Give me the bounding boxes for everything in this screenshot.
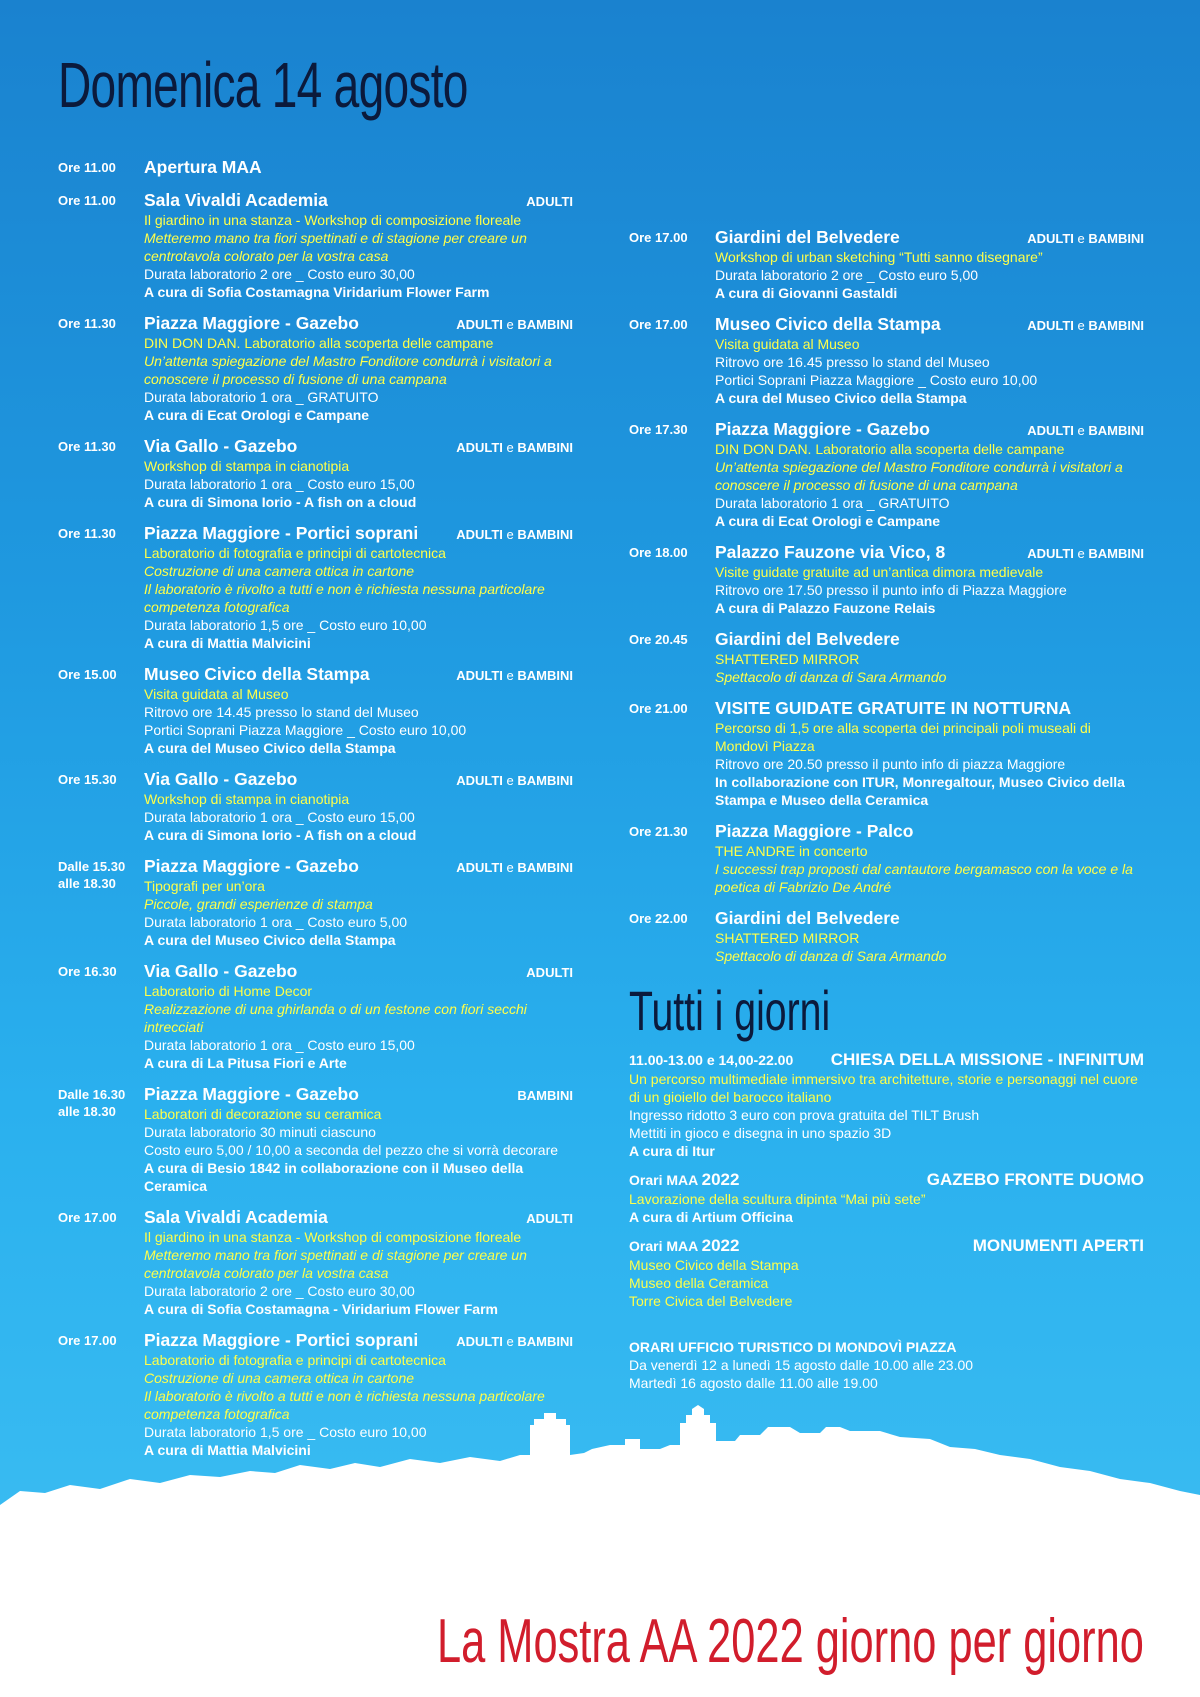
event-time: Ore 18.00 <box>629 545 688 560</box>
event-detail-line: Durata laboratorio 1 ora _ Costo euro 15,00 <box>144 809 415 825</box>
event-audience <box>1027 231 1144 246</box>
audience-secondary: BAMBINI <box>517 773 573 788</box>
event-body <box>715 226 1144 302</box>
event-item <box>58 768 573 844</box>
event-item <box>629 907 1144 965</box>
event-detail-line: A cura di Mattia Malvicini <box>144 635 311 651</box>
event-time: Ore 21.30 <box>629 824 688 839</box>
event-detail-line: Durata laboratorio 1 ora _ Costo euro 5,00 <box>144 914 408 930</box>
audience-conjunction: e <box>502 440 518 455</box>
event-header <box>715 418 1144 440</box>
daily-block <box>629 1050 1144 1160</box>
daily-block <box>629 1236 1144 1310</box>
event-audience <box>526 1211 573 1226</box>
daily-detail-line: A cura di Itur <box>629 1143 715 1159</box>
event-detail-line: Ritrovo ore 17.50 presso il punto info di Piazza Maggiore <box>715 582 1067 598</box>
audience-primary: ADULTI <box>456 527 503 542</box>
event-detail-line: Durata laboratorio 1 ora _ Costo euro 15,00 <box>144 1037 415 1053</box>
daily-block-venue: GAZEBO FRONTE DUOMO <box>926 1170 1144 1189</box>
daily-detail-line: Museo della Ceramica <box>629 1275 769 1291</box>
event-body <box>144 855 573 949</box>
event-time: Ore 11.00 <box>58 193 116 208</box>
audience-primary: ADULTI <box>526 194 573 209</box>
audience-primary: ADULTI <box>1027 231 1074 246</box>
event-detail-line: Durata laboratorio 1,5 ore _ Costo euro 10,00 <box>144 1424 427 1440</box>
event-title: Palazzo Fauzone via Vico, 8 <box>715 542 946 562</box>
event-time: Ore 17.00 <box>629 317 688 332</box>
event-item <box>58 156 573 178</box>
event-audience <box>456 440 573 455</box>
event-item <box>58 1083 573 1195</box>
hours-year: 2022 <box>701 1236 740 1255</box>
event-detail-line: THE ANDRE in concerto <box>715 843 868 859</box>
event-body <box>144 663 573 757</box>
event-detail-line: Ritrovo ore 20.50 presso il punto info di piazza Maggiore <box>715 756 1066 772</box>
section-title-tutti-i-giorni: Tutti i giorni <box>629 979 831 1042</box>
event-time: Dalle 15.30 alle 18.30 <box>58 859 126 891</box>
event-header <box>715 907 1144 929</box>
event-detail-line: Spettacolo di danza di Sara Armando <box>715 948 947 964</box>
event-body <box>144 435 573 511</box>
event-audience <box>456 527 573 542</box>
audience-primary: ADULTI <box>1027 546 1074 561</box>
event-detail-line: Workshop di stampa in cianotipia <box>144 791 350 807</box>
event-detail-line: Metteremo mano tra fiori spettinati e di stagione per creare un centrotavola colorato per la vostra casa <box>144 1247 527 1281</box>
event-detail-line: A cura di Ecat Orologi e Campane <box>715 513 941 529</box>
audience-primary: ADULTI <box>1027 423 1074 438</box>
audience-conjunction: e <box>502 668 518 683</box>
event-time: Ore 17.00 <box>58 1210 117 1225</box>
event-header <box>144 1083 573 1105</box>
daily-detail-line: Torre Civica del Belvedere <box>629 1293 793 1309</box>
event-detail-line: Costo euro 5,00 / 10,00 a seconda del pezzo che si vorrà decorare <box>144 1142 559 1158</box>
audience-secondary: BAMBINI <box>1088 318 1144 333</box>
event-detail-line: Un’attenta spiegazione del Mastro Fonditore condurrà i visitatori a conoscere il processo di fusione di una campana <box>144 353 552 387</box>
event-detail-line: Percorso di 1,5 ore alla scoperta dei principali poli museali di Mondovì Piazza <box>715 720 1091 754</box>
event-detail-line: I successi trap proposti dal cantautore bergamasco con la voce e la poetica di Fabrizio De André <box>715 861 1133 895</box>
event-detail-line: Visita guidata al Museo <box>144 686 289 702</box>
tourist-office-hours <box>629 1338 1144 1392</box>
event-body <box>715 907 1144 965</box>
event-item <box>629 820 1144 896</box>
event-title: Piazza Maggiore - Gazebo <box>144 313 359 333</box>
event-time: Ore 11.30 <box>58 316 116 331</box>
event-item <box>629 418 1144 530</box>
event-detail-line: A cura di La Pitusa Fiori e Arte <box>144 1055 347 1071</box>
daily-block-hours <box>629 1170 739 1190</box>
event-detail-line: A cura di Simona Iorio - A fish on a cloud <box>144 494 417 510</box>
hours-year: 2022 <box>701 1170 740 1189</box>
event-header <box>144 768 573 790</box>
audience-primary: ADULTI <box>456 773 503 788</box>
tourist-office-line: Martedì 16 agosto dalle 11.00 alle 19.00 <box>629 1375 878 1391</box>
event-item <box>629 226 1144 302</box>
event-title: Giardini del Belvedere <box>715 629 900 649</box>
event-detail-line: Durata laboratorio 2 ore _ Costo euro 5,00 <box>715 267 979 283</box>
audience-primary: ADULTI <box>456 1334 503 1349</box>
event-detail-line: SHATTERED MIRROR <box>715 651 860 667</box>
audience-conjunction: e <box>1073 423 1089 438</box>
event-detail-line: Laboratorio di fotografia e principi di cartotecnica <box>144 545 446 561</box>
event-detail-line: Ritrovo ore 16.45 presso lo stand del Museo <box>715 354 990 370</box>
event-time: Ore 17.00 <box>58 1333 117 1348</box>
event-body <box>144 189 573 301</box>
event-header <box>144 522 573 544</box>
event-title: Piazza Maggiore - Gazebo <box>144 1084 359 1104</box>
event-item <box>629 697 1144 809</box>
hours-text: Orari MAA <box>629 1172 698 1188</box>
event-detail-line: Laboratori di decorazione su ceramica <box>144 1106 382 1122</box>
daily-block-header <box>629 1050 1144 1070</box>
hours-text: Orari MAA <box>629 1238 698 1254</box>
audience-conjunction: e <box>502 773 518 788</box>
event-detail-line: Metteremo mano tra fiori spettinati e di stagione per creare un centrotavola colorato per la vostra casa <box>144 230 527 264</box>
daily-detail-line: Museo Civico della Stampa <box>629 1257 799 1273</box>
event-time: Dalle 16.30 alle 18.30 <box>58 1087 126 1119</box>
event-detail-line: A cura di Palazzo Fauzone Relais <box>715 600 936 616</box>
right-schedule-column <box>629 226 1144 976</box>
audience-secondary: BAMBINI <box>517 317 573 332</box>
event-detail-line: Spettacolo di danza di Sara Armando <box>715 669 947 685</box>
event-header <box>715 628 1144 650</box>
event-body <box>144 768 573 844</box>
event-body <box>715 820 1144 896</box>
event-body <box>715 628 1144 686</box>
event-audience <box>1027 318 1144 333</box>
event-detail-line: Durata laboratorio 1 ora _ Costo euro 15,00 <box>144 476 415 492</box>
event-detail-line: Durata laboratorio 1 ora _ GRATUITO <box>715 495 950 511</box>
event-title: Piazza Maggiore - Gazebo <box>144 856 359 876</box>
event-item <box>58 855 573 949</box>
event-detail-line: A cura di Ecat Orologi e Campane <box>144 407 370 423</box>
audience-primary: ADULTI <box>526 1211 573 1226</box>
audience-primary: ADULTI <box>456 440 503 455</box>
daily-detail-line: Mettiti in gioco e disegna in uno spazio 3D <box>629 1125 892 1141</box>
event-time: Ore 17.30 <box>629 422 688 437</box>
event-audience <box>456 860 573 875</box>
event-title: Piazza Maggiore - Portici soprani <box>144 523 419 543</box>
event-detail-line: Durata laboratorio 1 ora _ GRATUITO <box>144 389 379 405</box>
event-detail-line: Durata laboratorio 2 ore _ Costo euro 30,00 <box>144 1283 415 1299</box>
event-audience <box>526 965 573 980</box>
daily-detail-line: Ingresso ridotto 3 euro con prova gratuita del TILT Brush <box>629 1107 980 1123</box>
event-detail-line: Laboratorio di fotografia e principi di cartotecnica <box>144 1352 446 1368</box>
event-audience <box>456 668 573 683</box>
event-item <box>58 960 573 1072</box>
audience-secondary: BAMBINI <box>1088 231 1144 246</box>
event-body <box>715 541 1144 617</box>
event-header <box>144 156 573 178</box>
event-item <box>629 541 1144 617</box>
event-detail-line: Piccole, grandi esperienze di stampa <box>144 896 373 912</box>
event-time: Ore 11.30 <box>58 439 116 454</box>
event-detail-line: A cura di Simona Iorio - A fish on a cloud <box>144 827 417 843</box>
daily-block-venue: CHIESA DELLA MISSIONE - INFINITUM <box>830 1050 1144 1069</box>
footer-title: La Mostra AA 2022 giorno per giorno <box>437 1607 1144 1676</box>
daily-detail-line: Un percorso multimediale immersivo tra architetture, storie e personaggi nel cuore di un gioiello del barocco italiano <box>629 1071 1138 1105</box>
daily-block-venue: MONUMENTI APERTI <box>972 1236 1144 1255</box>
event-item <box>58 1206 573 1318</box>
tourist-office-line: Da venerdì 12 a lunedì 15 agosto dalle 10.00 alle 23.00 <box>629 1357 974 1373</box>
event-header <box>715 697 1144 719</box>
audience-primary: BAMBINI <box>517 1088 573 1103</box>
event-header <box>715 820 1144 842</box>
event-body <box>144 1083 573 1195</box>
event-time: Ore 16.30 <box>58 964 117 979</box>
event-detail-line: Realizzazione di una ghirlanda o di un festone con fiori secchi intrecciati <box>144 1001 527 1035</box>
event-body <box>715 313 1144 407</box>
event-detail-line: Portici Soprani Piazza Maggiore _ Costo euro 10,00 <box>715 372 1038 388</box>
event-body <box>144 522 573 652</box>
audience-conjunction: e <box>502 1334 518 1349</box>
event-header <box>144 1206 573 1228</box>
event-detail-line: SHATTERED MIRROR <box>715 930 860 946</box>
event-header <box>144 312 573 334</box>
event-title: Sala Vivaldi Academia <box>144 1207 328 1227</box>
event-item <box>58 189 573 301</box>
event-audience <box>1027 546 1144 561</box>
event-detail-line: Durata laboratorio 2 ore _ Costo euro 30,00 <box>144 266 415 282</box>
event-header <box>715 541 1144 563</box>
event-header <box>144 663 573 685</box>
daily-block-hours <box>629 1236 739 1256</box>
event-time: Ore 22.00 <box>629 911 688 926</box>
tourist-office-title: ORARI UFFICIO TURISTICO DI MONDOVÌ PIAZZA <box>629 1339 957 1355</box>
event-detail-line: Il laboratorio è rivolto a tutti e non è richiesta nessuna particolare competenza fotografica <box>144 581 545 615</box>
event-title: Piazza Maggiore - Portici soprani <box>144 1330 419 1350</box>
event-detail-line: Portici Soprani Piazza Maggiore _ Costo euro 10,00 <box>144 722 467 738</box>
audience-primary: ADULTI <box>456 860 503 875</box>
event-time: Ore 15.00 <box>58 667 117 682</box>
audience-secondary: BAMBINI <box>517 440 573 455</box>
event-item <box>58 312 573 424</box>
audience-primary: ADULTI <box>1027 318 1074 333</box>
audience-secondary: BAMBINI <box>1088 423 1144 438</box>
event-detail-line: Visita guidata al Museo <box>715 336 860 352</box>
audience-primary: ADULTI <box>526 965 573 980</box>
event-detail-line: Durata laboratorio 1,5 ore _ Costo euro 10,00 <box>144 617 427 633</box>
event-body <box>144 960 573 1072</box>
daily-detail-line: A cura di Artium Officina <box>629 1209 793 1225</box>
audience-conjunction: e <box>1073 318 1089 333</box>
event-title: Museo Civico della Stampa <box>715 314 941 334</box>
event-audience <box>456 1334 573 1349</box>
event-title: Piazza Maggiore - Palco <box>715 821 914 841</box>
event-detail-line: Durata laboratorio 30 minuti ciascuno <box>144 1124 376 1140</box>
event-time: Ore 11.00 <box>58 160 116 175</box>
event-detail-line: DIN DON DAN. Laboratorio alla scoperta delle campane <box>715 441 1065 457</box>
page-title: Domenica 14 agosto <box>58 49 468 121</box>
event-header <box>144 435 573 457</box>
audience-primary: ADULTI <box>456 668 503 683</box>
event-title: Piazza Maggiore - Gazebo <box>715 419 930 439</box>
event-title: Via Gallo - Gazebo <box>144 769 298 789</box>
event-item <box>58 522 573 652</box>
event-audience <box>517 1088 573 1103</box>
event-detail-line: Un’attenta spiegazione del Mastro Fonditore condurrà i visitatori a conoscere il processo di fusione di una campana <box>715 459 1123 493</box>
audience-conjunction: e <box>502 317 518 332</box>
event-title: Giardini del Belvedere <box>715 227 900 247</box>
audience-conjunction: e <box>502 860 518 875</box>
daily-detail-line: Lavorazione della scultura dipinta “Mai più sete” <box>629 1191 926 1207</box>
event-header <box>144 855 573 877</box>
audience-secondary: BAMBINI <box>517 668 573 683</box>
event-detail-line: DIN DON DAN. Laboratorio alla scoperta delle campane <box>144 335 494 351</box>
event-time: Ore 20.45 <box>629 632 688 647</box>
event-detail-line: A cura di Mattia Malvicini <box>144 1442 311 1458</box>
event-title: Museo Civico della Stampa <box>144 664 370 684</box>
audience-secondary: BAMBINI <box>517 1334 573 1349</box>
event-time: Ore 11.30 <box>58 526 116 541</box>
hours-text: 11.00-13.00 e 14,00-22.00 <box>629 1052 794 1068</box>
event-detail-line: A cura del Museo Civico della Stampa <box>144 740 396 756</box>
event-title: Sala Vivaldi Academia <box>144 190 328 210</box>
event-header <box>144 1329 573 1351</box>
event-body <box>715 697 1144 809</box>
audience-secondary: BAMBINI <box>517 860 573 875</box>
event-time: Ore 17.00 <box>629 230 688 245</box>
event-detail-line: A cura del Museo Civico della Stampa <box>715 390 967 406</box>
event-detail-line: Visite guidate gratuite ad un’antica dimora medievale <box>715 564 1044 580</box>
event-detail-line: A cura di Sofia Costamagna Viridarium Flower Farm <box>144 284 490 300</box>
event-detail-line: A cura di Besio 1842 in collaborazione con il Museo della Ceramica <box>144 1160 524 1194</box>
left-schedule-column <box>58 156 573 1470</box>
daily-block-header <box>629 1170 1144 1190</box>
daily-block-hours <box>629 1052 793 1068</box>
event-header <box>715 226 1144 248</box>
event-header <box>144 960 573 982</box>
audience-secondary: BAMBINI <box>517 527 573 542</box>
audience-conjunction: e <box>1073 231 1089 246</box>
event-detail-line: Costruzione di una camera ottica in cartone <box>144 1370 415 1386</box>
event-detail-line: A cura di Sofia Costamagna - Viridarium Flower Farm <box>144 1301 498 1317</box>
event-item <box>58 663 573 757</box>
daily-block <box>629 1170 1144 1226</box>
audience-conjunction: e <box>502 527 518 542</box>
daily-block-header <box>629 1236 1144 1256</box>
event-time: Ore 21.00 <box>629 701 688 716</box>
event-body <box>715 418 1144 530</box>
event-audience <box>456 773 573 788</box>
event-item <box>629 628 1144 686</box>
event-detail-line: A cura di Giovanni Gastaldi <box>715 285 898 301</box>
event-detail-line: Costruzione di una camera ottica in cartone <box>144 563 415 579</box>
event-audience <box>526 194 573 209</box>
event-detail-line: Workshop di urban sketching “Tutti sanno disegnare” <box>715 249 1043 265</box>
event-detail-line: Il laboratorio è rivolto a tutti e non è richiesta nessuna particolare competenza fotografica <box>144 1388 545 1422</box>
event-detail-line: A cura del Museo Civico della Stampa <box>144 932 396 948</box>
event-title: VISITE GUIDATE GRATUITE IN NOTTURNA <box>715 698 1072 718</box>
event-title: Via Gallo - Gazebo <box>144 436 298 456</box>
event-title: Giardini del Belvedere <box>715 908 900 928</box>
event-title: Via Gallo - Gazebo <box>144 961 298 981</box>
event-item <box>629 313 1144 407</box>
event-audience <box>1027 423 1144 438</box>
event-detail-line: Tipografi per un’ora <box>144 878 265 894</box>
event-time: Ore 15.30 <box>58 772 117 787</box>
event-audience <box>456 317 573 332</box>
audience-primary: ADULTI <box>456 317 503 332</box>
event-detail-line: In collaborazione con ITUR, Monregaltour, Museo Civico della Stampa e Museo della Ceramica <box>715 774 1125 808</box>
event-detail-line: Il giardino in una stanza - Workshop di composizione floreale <box>144 212 522 228</box>
audience-secondary: BAMBINI <box>1088 546 1144 561</box>
event-header <box>715 313 1144 335</box>
event-body <box>144 156 573 178</box>
event-detail-line: Laboratorio di Home Decor <box>144 983 313 999</box>
event-body <box>144 312 573 424</box>
audience-conjunction: e <box>1073 546 1089 561</box>
event-detail-line: Ritrovo ore 14.45 presso lo stand del Museo <box>144 704 419 720</box>
event-title: Apertura MAA <box>144 157 262 177</box>
event-detail-line: Workshop di stampa in cianotipia <box>144 458 350 474</box>
event-body <box>144 1206 573 1318</box>
event-item <box>58 435 573 511</box>
event-detail-line: Il giardino in una stanza - Workshop di composizione floreale <box>144 1229 522 1245</box>
tutti-i-giorni-section <box>629 1050 1144 1402</box>
event-header <box>144 189 573 211</box>
